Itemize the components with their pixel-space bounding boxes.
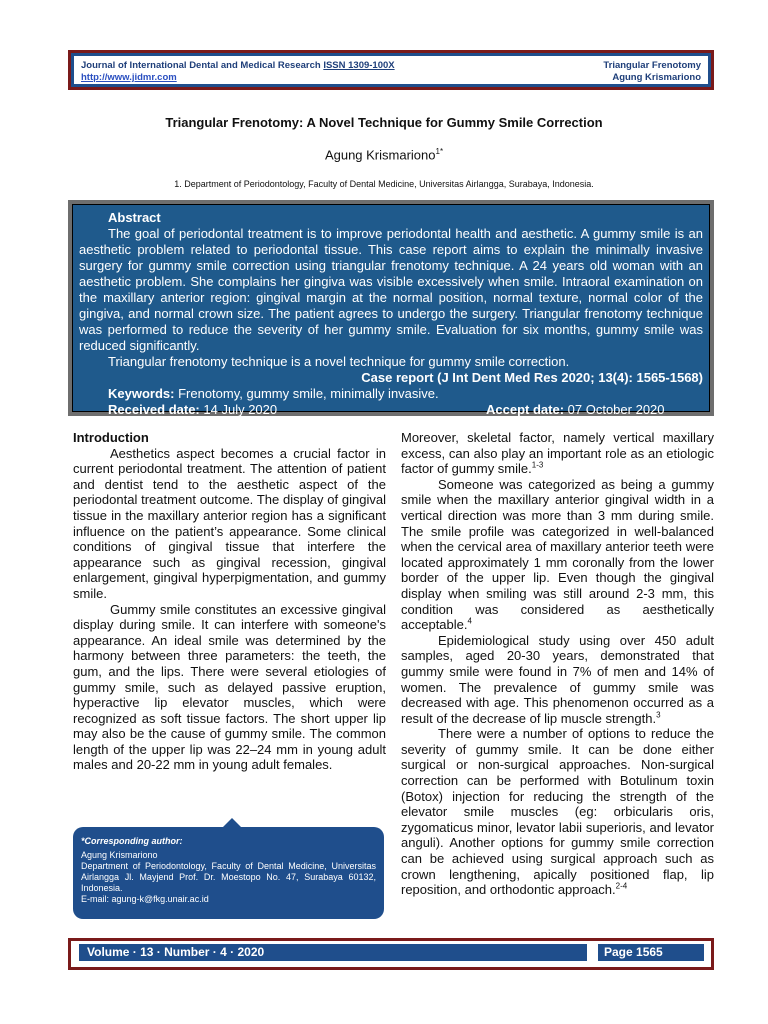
- abstract-box: [68, 200, 714, 416]
- left-column: [73, 430, 386, 773]
- right-column: [401, 430, 714, 898]
- journal-name: Journal of International Dental and Medical Research: [81, 60, 321, 71]
- paper-title: Triangular Frenotomy: A Novel Technique for Gummy Smile Correction: [165, 115, 603, 130]
- author-name: Agung Krismariono: [324, 147, 436, 163]
- dates-line: [108, 402, 703, 418]
- journal-header: [68, 50, 714, 90]
- received-date: 14 July 2020: [203, 402, 278, 417]
- journal-issn: ISSN 1309-100X: [323, 60, 395, 71]
- accept-group: [486, 402, 665, 418]
- ref-marker: 4: [467, 616, 472, 626]
- author-line: [0, 147, 768, 162]
- callout-notch: [223, 818, 241, 827]
- accept-date: 07 October 2020: [567, 402, 665, 417]
- keywords-value: Frenotomy, gummy smile, minimally invasive.: [178, 386, 439, 401]
- corresponding-heading: *Corresponding author:: [81, 836, 183, 846]
- header-right: [603, 60, 701, 84]
- page-footer: [68, 938, 714, 970]
- abstract-body: The goal of periodontal treatment is to improve periodontal health and aesthetic. A gummy smile is an aesthetic problem related to periodontal tissue. This case report aims to explain the minimally invasive surgery for gummy smile correction using triangular frenotomy technique. A 24 years old woman with an aesthetic problem. She complains her gingiva was visible excessively when smile. Intraoral examination on the maxillary anterior region: gingival margin at the normal position, normal texture, normal color of the gingiva, and normal crown size. The patient agrees to undergo the surgery. Triangular frenotomy technique was performed to reduce the severity of her gummy smile. Evaluation for six months, gummy smile was reduced significantly.: [79, 226, 703, 353]
- keywords-label: Keywords:: [108, 386, 175, 401]
- right-paragraph-2: Someone was categorized as being a gummy smile when the maxillary anterior gingival width in a vertical direction was more than 3 mm during smile. The smile profile was categorized in well-balanced when the cervical area of maxillary anterior teeth were located approximately 1 mm coronally from the lower border of the upper lip. Even though the gingival display when smiling was still around 2-3 mm, this condition was considered as aesthetically acceptable.$^4$: [401, 476, 714, 633]
- abstract-citation: Case report (J Int Dent Med Res 2020; 13(4): 1565-1568): [361, 370, 703, 385]
- running-author: Agung Krismariono: [612, 72, 701, 83]
- right-paragraph-3: Epidemiological study using over 450 adult samples, aged 20-30 years, demonstrated that gummy smile were found in 7% of men and 14% of women. The prevalence of gummy smile was decreased with age. This phenomenon occurred as a result of the decrease of lip muscle strength.$^3$: [401, 632, 714, 726]
- affiliation: 1. Department of Periodontology, Faculty of Dental Medicine, Universitas Airlangga, Surabaya, Indonesia.: [174, 179, 594, 189]
- received-label: Received date:: [108, 402, 200, 417]
- corresponding-name: Agung Krismariono: [81, 850, 158, 860]
- right-paragraph-1: Moreover, skeletal factor, namely vertical maxillary excess, can also play an important role as an etiologic factor of gummy smile.$^{1-3}$: [401, 430, 714, 477]
- ref-marker: 1-3: [531, 460, 544, 470]
- volume-label: Volume · 13 · Number · 4 · 2020: [79, 944, 587, 961]
- left-paragraph-1: Aesthetics aspect becomes a crucial factor in current periodontal treatment. The attention of patient and dentist tend to the aesthetic aspect of the periodontal treatment outcome. The display of gingival tissue in the maxillary anterior region has a significant influence on the patient’s appearance. Some clinical conditions of gingival tissue that interfere the appearance such as gingival recession, gingival enlargement, gingival hyperpigmentation, and gummy smile.: [73, 445, 386, 601]
- abstract-heading: Abstract: [108, 210, 161, 225]
- journal-url-link[interactable]: http://www.jidmr.com: [81, 72, 177, 83]
- accept-label: Accept date:: [486, 402, 565, 417]
- ref-marker: 3: [656, 710, 661, 720]
- right-paragraph-4: There were a number of options to reduce the severity of gummy smile. It can be done either surgical or non-surgical approaches. Non-surgical correction can be performed with Botulinum toxin (Botox) injection for reducing the strength of the elevator smile muscles (eg: orbicularis oris, zygomaticus minor, levator labii superioris, and levator anguli). Another options for gummy smile correction can be achieved using surgical approach such as crown lengthening, apically positioned flap, lip reposition, and orthodontic approach.$^{2-4}$: [401, 726, 714, 898]
- keywords-line: [108, 386, 703, 402]
- corresponding-address: Department of Periodontology, Faculty of Dental Medicine, Universitas Airlangga Jl. Mayjend Prof. Dr. Moestopo No. 47, Surabaya 60132, Indonesia.: [81, 861, 376, 893]
- ref-marker: 2-4: [615, 881, 628, 891]
- header-left: [81, 60, 395, 84]
- left-paragraph-2: Gummy smile constitutes an excessive gingival display during smile. It can interfere with someone's appearance. An ideal smile was determined by the harmony between three parameters: the teeth, the gum, and the lips. There were several etiologies of gummy smile, such as delayed passive eruption, hyperactive lip elevator muscles, which were recognized as soft tissue factors. The short upper lip may also be the cause of gummy smile. The common length of the upper lip was 22–24 mm in young adult males and 20-22 mm in young adult females.: [73, 601, 386, 773]
- page-number: Page 1565: [598, 944, 704, 961]
- corresponding-author-box: [73, 827, 384, 919]
- author-marks: 1*: [435, 147, 444, 156]
- introduction-heading: Introduction: [73, 430, 149, 445]
- abstract-conclusion: Triangular frenotomy technique is a novel technique for gummy smile correction.: [108, 354, 570, 369]
- running-title: Triangular Frenotomy: [603, 60, 701, 71]
- corresponding-email: E-mail: agung-k@fkg.unair.ac.id: [81, 894, 209, 904]
